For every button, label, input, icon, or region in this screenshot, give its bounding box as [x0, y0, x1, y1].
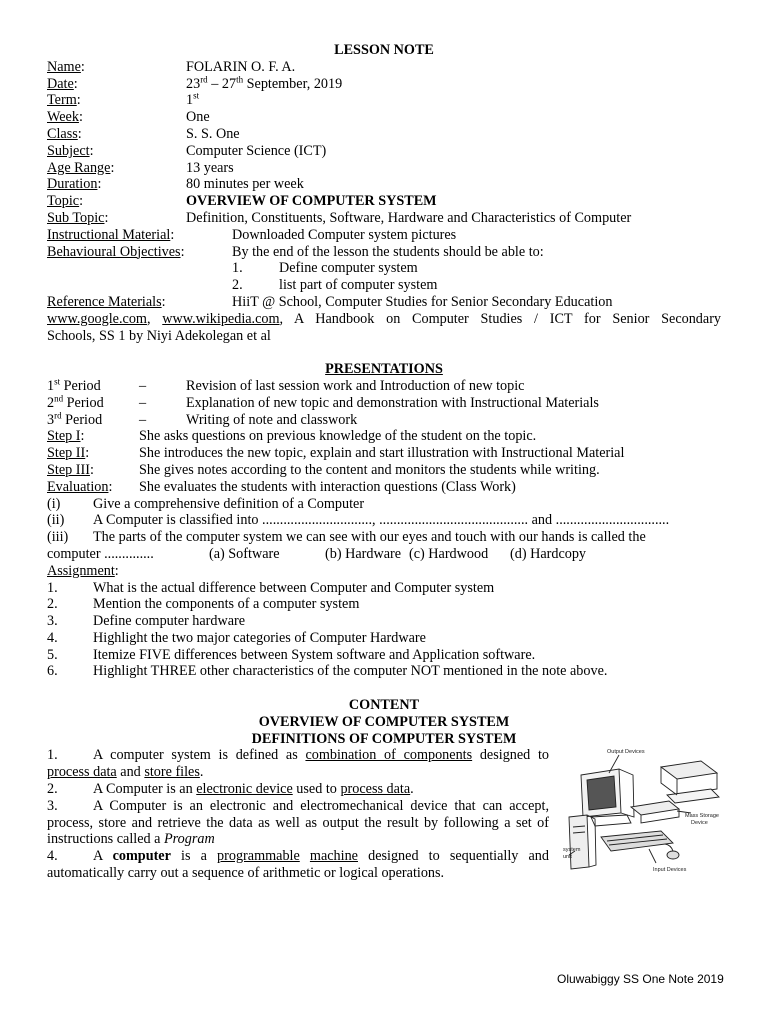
week-label: Week: [47, 109, 79, 126]
option-d: (d) Hardcopy: [510, 545, 587, 562]
duration-label: Duration: [47, 176, 98, 193]
question-options-row: computer .............. (a) Software (b) Hardware (c) Hardwood (d) Hardcopy: [47, 545, 587, 562]
subject-value: Computer Science (ICT): [186, 142, 327, 159]
content-subheading: OVERVIEW OF COMPUTER SYSTEM: [258, 713, 510, 730]
definition-3: 3. A Computer is an electronic and electromechanical device that can accept, process, store and retrieve the data as well as output the result by following a set of instructions called a Program: [47, 797, 549, 848]
period-row: 1st Period – Revision of last session work and Introduction of new topic: [47, 376, 525, 394]
sub-topic-value: Definition, Constituents, Software, Hardware and Characteristics of Computer: [186, 209, 632, 226]
subject-row: Subject: Computer Science (ICT): [47, 142, 327, 159]
term-row: Term: 1st: [47, 90, 200, 109]
mass-storage-label: Mass Storage: [685, 813, 719, 820]
assignment-item: 3. Define computer hardware: [47, 613, 246, 630]
question-row: (iii) The parts of the computer system we can see with our eyes and touch with our hands is called the: [47, 529, 646, 546]
definitions-section: [47, 747, 721, 881]
reference-continued: Schools, SS 1 by Niyi Adekolegan et al: [47, 327, 271, 344]
wikipedia-link[interactable]: www.wikipedia.com: [162, 310, 280, 327]
subject-label: Subject: [47, 142, 90, 159]
period-row: 3rd Period – Writing of note and classwork: [47, 409, 358, 428]
class-value: S. S. One: [186, 125, 240, 142]
page-footer: Oluwabiggy SS One Note 2019: [557, 972, 724, 986]
system-unit-label-2: unit: [563, 854, 572, 861]
definition-4: 4. A computer is a programmable machine designed to sequentially and automatically carry out a sequence of arithmetic or logical operations.: [47, 848, 549, 882]
class-row: Class: S. S. One: [47, 125, 240, 142]
step-row: Step II: She introduces the new topic, explain and start illustration with Instructional Material: [47, 445, 625, 462]
step-row: Step I: She asks questions on previous knowledge of the student on the topic.: [47, 428, 537, 445]
reference-links: www.google.com, www.wikipedia.com, A Handbook on Computer Studies / ICT for Senior Secondary: [47, 310, 722, 327]
topic-row: Topic: OVERVIEW OF COMPUTER SYSTEM: [47, 193, 437, 210]
topic-label: Topic: [47, 193, 80, 210]
definitions-heading: DEFINITIONS OF COMPUTER SYSTEM: [251, 730, 517, 747]
instructional-material-row: Instructional Material: Downloaded Computer system pictures: [47, 226, 457, 243]
lesson-note-page: [47, 42, 721, 882]
instructional-material-value: Downloaded Computer system pictures: [232, 226, 457, 243]
evaluation-row: Evaluation: She evaluates the students with interaction questions (Class Work): [47, 478, 516, 495]
reference-materials-label: Reference Materials: [47, 293, 162, 310]
name-row: Name: FOLARIN O. F. A.: [47, 58, 296, 75]
content-heading: CONTENT: [348, 697, 420, 714]
date-value: 23rd – 27th September, 2019: [186, 73, 343, 92]
presentations-heading: PRESENTATIONS: [325, 361, 443, 378]
option-b: (b) Hardware: [325, 545, 402, 562]
duration-row: Duration: 80 minutes per week: [47, 176, 304, 193]
sub-topic-label: Sub Topic: [47, 209, 105, 226]
definitions-text: [47, 747, 549, 881]
question-row: (ii) A Computer is classified into ..............................., .......................................... and ................................: [47, 512, 670, 529]
age-range-value: 13 years: [186, 159, 234, 176]
definition-1: 1. A computer system is defined as combination of components designed to process data and store files.: [47, 747, 549, 781]
system-unit-label: system: [563, 847, 581, 854]
week-row: Week: One: [47, 109, 210, 126]
assignment-item: 6. Highlight THREE other characteristics of the computer NOT mentioned in the note above.: [47, 663, 608, 680]
output-devices-label: Output Devices: [607, 749, 645, 756]
input-devices-label: Input Devices: [653, 867, 687, 874]
computer-system-illustration: [561, 747, 729, 877]
period-row: 2nd Period – Explanation of new topic and demonstration with Instructional Materials: [47, 393, 599, 411]
behavioural-objectives-value: By the end of the lesson the students should be able to:: [232, 243, 544, 260]
topic-value: OVERVIEW OF COMPUTER SYSTEM: [186, 193, 437, 210]
mass-storage-label-2: Device: [691, 820, 708, 827]
term-value: 1st: [186, 90, 200, 109]
behavioural-objectives-row: Behavioural Objectives: By the end of the lesson the students should be able to:: [47, 243, 544, 260]
definition-2: 2. A Computer is an electronic device used to process data.: [47, 781, 414, 798]
objective-item: 2. list part of computer system: [232, 277, 438, 294]
objective-item: 1. Define computer system: [232, 260, 418, 277]
assignment-item: 5. Itemize FIVE differences between System software and Application software.: [47, 646, 536, 663]
step-row: Step III: She gives notes according to the content and monitors the students while writing.: [47, 461, 600, 478]
assignment-item: 1. What is the actual difference between Computer and Computer system: [47, 579, 495, 596]
class-label: Class: [47, 125, 78, 142]
assignment-item: 2. Mention the components of a computer system: [47, 596, 360, 613]
term-label: Term: [47, 92, 77, 109]
behavioural-objectives-label: Behavioural Objectives: [47, 243, 181, 260]
age-range-row: Age Range: 13 years: [47, 159, 234, 176]
date-label: Date: [47, 75, 74, 92]
google-link[interactable]: www.google.com: [47, 310, 147, 327]
name-label: Name: [47, 58, 81, 75]
reference-materials-row: Reference Materials: HiiT @ School, Computer Studies for Senior Secondary Education: [47, 293, 613, 310]
option-a: (a) Software: [209, 545, 280, 562]
document-title: LESSON NOTE: [334, 42, 434, 58]
week-value: One: [186, 109, 210, 126]
date-row: Date: 23rd – 27th September, 2019: [47, 73, 343, 92]
option-c: (c) Hardwood: [409, 545, 489, 562]
age-range-label: Age Range: [47, 159, 111, 176]
assignment-heading: Assignment:: [47, 562, 119, 579]
assignment-item: 4. Highlight the two major categories of Computer Hardware: [47, 629, 426, 646]
instructional-material-label: Instructional Material: [47, 226, 171, 243]
question-row: (i) Give a comprehensive definition of a Computer: [47, 495, 365, 512]
duration-value: 80 minutes per week: [186, 176, 304, 193]
reference-materials-value: HiiT @ School, Computer Studies for Senior Secondary Education: [232, 293, 613, 310]
name-value: FOLARIN O. F. A.: [186, 58, 296, 75]
sub-topic-row: Sub Topic: Definition, Constituents, Software, Hardware and Characteristics of Computer: [47, 209, 632, 226]
